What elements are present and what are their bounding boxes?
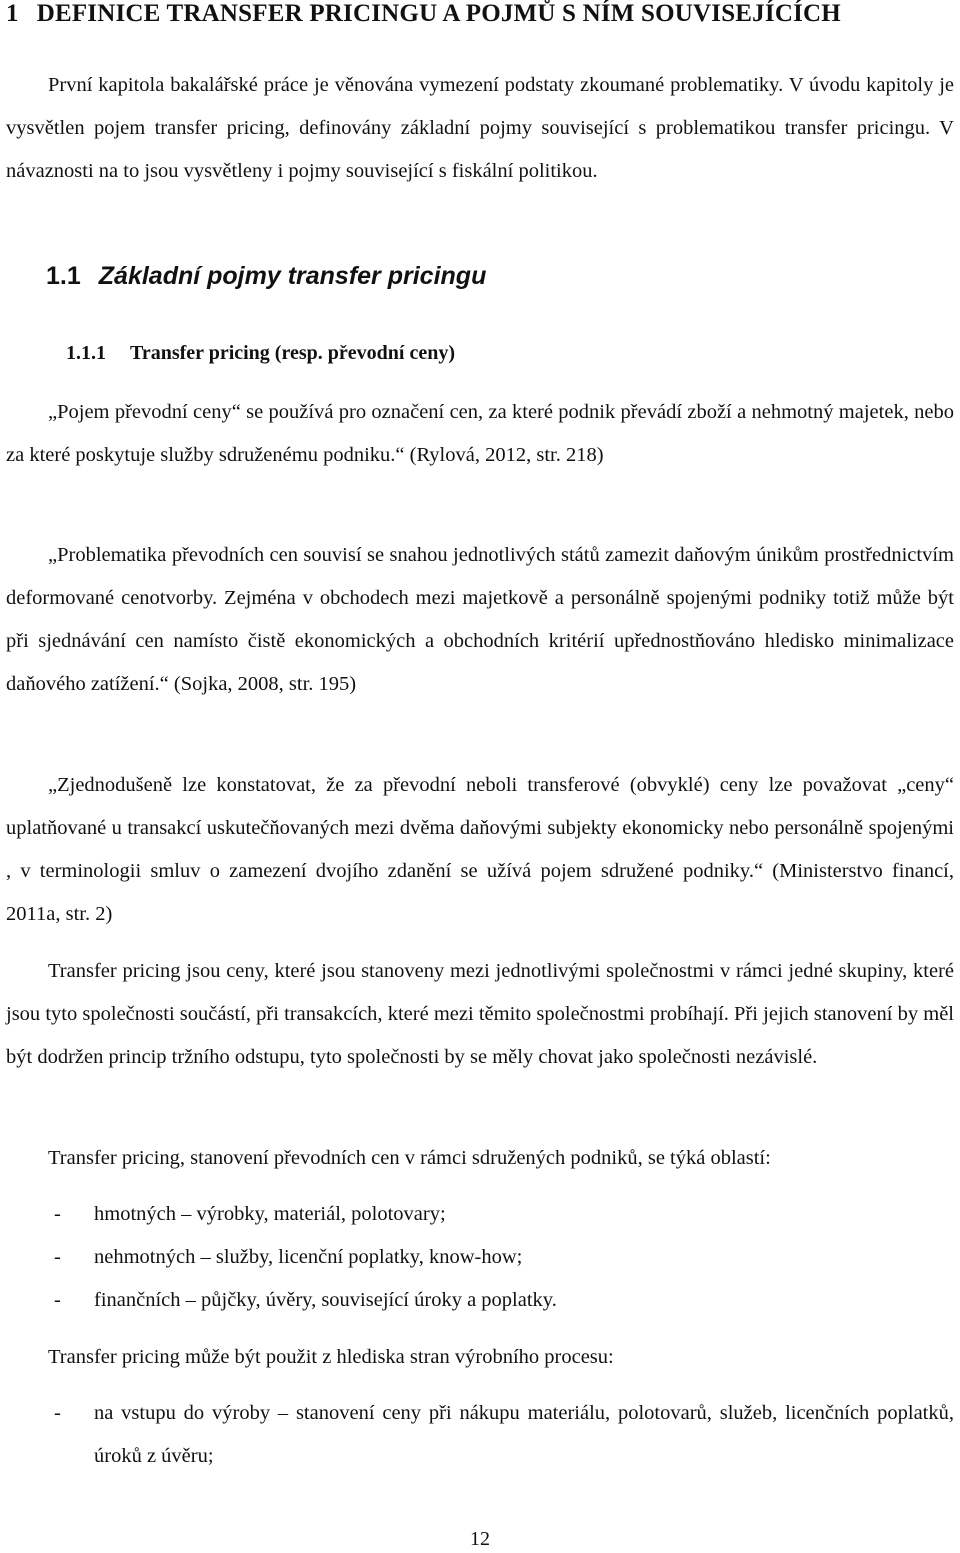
subsection-title: Transfer pricing (resp. převodní ceny) [130,342,455,364]
areas-intro-paragraph: Transfer pricing, stanovení převodních cen v rámci sdružených podniků, se týká oblastí: [48,1147,771,1169]
list-item: - finančních – půjčky, úvěry, související úroky a poplatky. [54,1289,557,1311]
chapter-heading [6,0,841,28]
process-intro-paragraph: Transfer pricing může být použit z hlediska stran výrobního procesu: [48,1346,614,1368]
transfer-pricing-paragraph: Transfer pricing jsou ceny, které jsou stanoveny mezi jednotlivými společnostmi v rámci jedné skupiny, které jsou tyto společnosti součástí, při transakcích, které mezi těmito společnostmi probíhají. Při jejich stanovení by měl být dodržen princip tržního odstupu, tyto společnosti by se měly chovat jako společnosti nezávislé. [6,960,954,1068]
list-item: - nehmotných – služby, licenční poplatky, know-how; [54,1246,523,1268]
subsection-heading [66,342,455,365]
chapter-number: 1 [6,0,19,27]
quote-sojka: „Problematika převodních cen souvisí se snahou jednotlivých států zamezit daňovým únikům prostřednictvím deformované cenotvorby. Zejména v obchodech mezi majetkově a personálně spojenými podniky totiž může být při sjednávání cen namísto čistě ekonomických a obchodních kritérií upřednostňováno hledisko minimalizace daňového zatížení.“ (Sojka, 2008, str. 195) [6,544,954,695]
quote-ministerstvo: „Zjednodušeně lze konstatovat, že za převodní neboli transferové (obvyklé) ceny lze považovat „ceny“ uplatňované u transakcí uskutečňovaných mezi dvěma daňovými subjekty ekonomicky nebo personálně spojenými , v terminologii smluv o zamezení dvojího zdanění se užívá pojem sdružené podniky.“ (Ministerstvo financí, 2011a, str. 2) [6,774,954,925]
intro-paragraph: První kapitola bakalářské práce je věnována vymezení podstaty zkoumané problematiky. V úvodu kapitoly je vysvětlen pojem transfer pricing, definovány základní pojmy související s problematikou transfer pricingu. V návaznosti na to jsou vysvětleny i pojmy související s fiskální politikou. [6,74,954,182]
subsection-number: 1.1.1 [66,342,106,364]
page-number: 12 [470,1528,490,1550]
list-item: - na vstupu do výroby – stanovení ceny při nákupu materiálu, polotovarů, služeb, licenčních poplatků, úroků z úvěru; [54,1402,954,1467]
areas-list [6,1193,954,1322]
section-title: Základní pojmy transfer pricingu [98,262,487,290]
process-list [6,1392,954,1478]
section-number: 1.1 [46,262,81,290]
quote-rylova: „Pojem převodní ceny“ se používá pro označení cen, za které podnik převádí zboží a nehmotný majetek, nebo za které poskytuje služby sdruženému podniku.“ (Rylová, 2012, str. 218) [6,401,954,466]
section-heading [46,262,486,291]
list-item: - hmotných – výrobky, materiál, polotovary; [54,1203,446,1225]
chapter-title: DEFINICE TRANSFER PRICINGU A POJMŮ S NÍM SOUVISEJÍCÍCH [36,0,841,27]
